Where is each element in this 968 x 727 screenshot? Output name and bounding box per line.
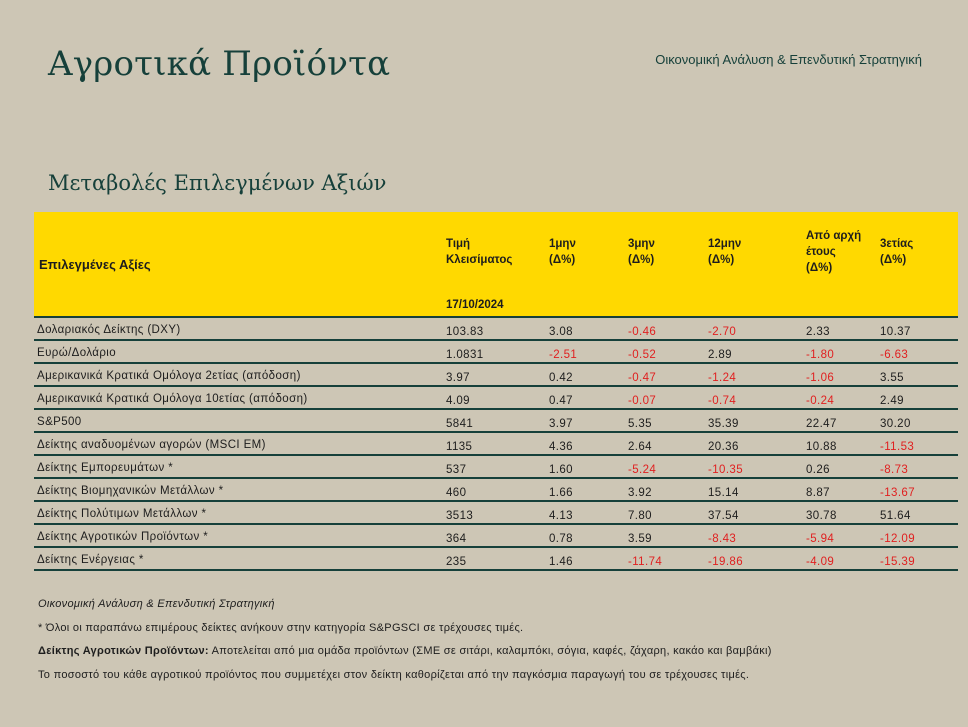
- footer-source: Οικονομική Ανάλυση & Επενδυτική Στρατηγική: [38, 598, 275, 610]
- cell-m3: -0.46: [628, 326, 657, 338]
- cell-ytd: -1.80: [806, 349, 835, 361]
- cell-m12: -0.74: [708, 395, 737, 407]
- column-header-1m-line2: (Δ%): [549, 254, 576, 266]
- cell-m12: -2.70: [708, 326, 737, 338]
- page-title: Αγροτικά Προϊόντα: [48, 44, 391, 84]
- column-header-12m-line1: 12μην: [708, 238, 742, 250]
- cell-m1: 3.97: [549, 418, 573, 430]
- cell-y3: -13.67: [880, 487, 916, 499]
- cell-price: 1.0831: [446, 349, 484, 361]
- cell-y3: 30.20: [880, 418, 911, 430]
- cell-m3: 7.80: [628, 510, 652, 522]
- footer-definition-text: Αποτελείται από μια ομάδα προϊόντων (ΣΜΕ σε σιτάρι, καλαμπόκι, σόγια, καφές, ζάχαρη, κακάο και βαμβάκι): [208, 645, 772, 657]
- column-header-price: [446, 236, 512, 268]
- cell-ytd: 10.88: [806, 441, 837, 453]
- column-header-price-line2: Κλεισίματος: [446, 254, 513, 266]
- cell-ytd: -4.09: [806, 556, 835, 568]
- cell-price: 537: [446, 464, 467, 476]
- cell-ytd: -5.94: [806, 533, 835, 545]
- column-header-ytd-line3: (Δ%): [806, 262, 833, 274]
- cell-m3: 2.64: [628, 441, 652, 453]
- cell-m1: -2.51: [549, 349, 578, 361]
- cell-m3: 3.59: [628, 533, 652, 545]
- cell-m12: 2.89: [708, 349, 732, 361]
- footer-weight-note: Το ποσοστό του κάθε αγροτικού προϊόντος που συμμετέχει στον δείκτη καθορίζεται από την παγκόσμια παραγωγή του σε τρέχουσες τιμές.: [38, 668, 750, 681]
- cell-price: 460: [446, 487, 467, 499]
- footer-definition-label: Δείκτης Αγροτικών Προϊόντων:: [38, 645, 209, 657]
- cell-m12: 15.14: [708, 487, 739, 499]
- cell-price: 4.09: [446, 395, 470, 407]
- column-header-name: Επιλεγμένες Αξίες: [39, 257, 151, 272]
- footer-notes: [38, 598, 772, 692]
- values-table: [34, 212, 958, 571]
- cell-ytd: -1.06: [806, 372, 835, 384]
- cell-ytd: 8.87: [806, 487, 830, 499]
- cell-y3: 10.37: [880, 326, 911, 338]
- cell-m1: 0.42: [549, 372, 573, 384]
- cell-m3: 5.35: [628, 418, 652, 430]
- cell-m1: 1.46: [549, 556, 573, 568]
- cell-m3: 3.92: [628, 487, 652, 499]
- cell-m3: -5.24: [628, 464, 657, 476]
- cell-y3: -8.73: [880, 464, 909, 476]
- cell-name: Αμερικανικά Κρατικά Ομόλογα 10ετίας (απόδοση): [37, 393, 308, 405]
- department-label: Οικονομική Ανάλυση & Επενδυτική Στρατηγική: [655, 52, 922, 67]
- column-header-price-line1: Τιμή: [446, 238, 471, 250]
- section-subtitle: Μεταβολές Επιλεγμένων Αξιών: [48, 171, 387, 195]
- cell-m1: 0.78: [549, 533, 573, 545]
- cell-m1: 1.66: [549, 487, 573, 499]
- table-row: [34, 433, 958, 456]
- cell-name: S&P500: [37, 416, 82, 428]
- cell-m3: -11.74: [628, 556, 663, 568]
- cell-y3: -6.63: [880, 349, 909, 361]
- cell-name: Αμερικανικά Κρατικά Ομόλογα 2ετίας (απόδοση): [37, 370, 301, 382]
- column-header-3y-line1: 3ετίας: [880, 238, 914, 250]
- cell-y3: 3.55: [880, 372, 904, 384]
- cell-price: 1135: [446, 441, 473, 453]
- cell-ytd: 2.33: [806, 326, 830, 338]
- table-header: [34, 212, 958, 318]
- cell-name: Δείκτης αναδυομένων αγορών (MSCI EM): [37, 439, 266, 451]
- cell-m12: -19.86: [708, 556, 744, 568]
- cell-price: 103.83: [446, 326, 484, 338]
- footer-definition: [38, 645, 772, 669]
- cell-price: 3513: [446, 510, 474, 522]
- cell-m12: -1.24: [708, 372, 737, 384]
- column-header-1m: [549, 236, 576, 268]
- cell-name: Δολαριακός Δείκτης (DXY): [37, 324, 181, 336]
- table-row: [34, 456, 958, 479]
- cell-m12: -10.35: [708, 464, 744, 476]
- cell-name: Δείκτης Βιομηχανικών Μετάλλων *: [37, 485, 224, 497]
- table-row: [34, 548, 958, 571]
- cell-m1: 3.08: [549, 326, 573, 338]
- column-header-1m-line1: 1μην: [549, 238, 576, 250]
- cell-m12: 37.54: [708, 510, 739, 522]
- cell-m3: -0.52: [628, 349, 657, 361]
- cell-name: Δείκτης Ενέργειας *: [37, 554, 144, 566]
- cell-m12: -8.43: [708, 533, 737, 545]
- cell-ytd: 0.26: [806, 464, 830, 476]
- cell-name: Δείκτης Εμπορευμάτων *: [37, 462, 174, 474]
- column-header-date: 17/10/2024: [446, 299, 504, 311]
- column-header-3y-line2: (Δ%): [880, 254, 907, 266]
- column-header-ytd-line2: έτους: [806, 246, 836, 258]
- cell-y3: -12.09: [880, 533, 916, 545]
- cell-name: Ευρώ/Δολάριο: [37, 347, 117, 359]
- table-row: [34, 387, 958, 410]
- cell-m1: 4.13: [549, 510, 573, 522]
- column-header-12m-line2: (Δ%): [708, 254, 735, 266]
- cell-ytd: 22.47: [806, 418, 837, 430]
- column-header-3m-line2: (Δ%): [628, 254, 655, 266]
- table-row: [34, 525, 958, 548]
- cell-y3: 51.64: [880, 510, 911, 522]
- cell-y3: -15.39: [880, 556, 916, 568]
- cell-ytd: -0.24: [806, 395, 835, 407]
- cell-price: 364: [446, 533, 467, 545]
- footer-note: * Όλοι οι παραπάνω επιμέρους δείκτες ανήκουν στην κατηγορία S&PGSCI σε τρέχουσες τιμές.: [38, 621, 524, 634]
- cell-m1: 0.47: [549, 395, 573, 407]
- cell-m12: 35.39: [708, 418, 739, 430]
- cell-name: Δείκτης Αγροτικών Προϊόντων *: [37, 531, 209, 543]
- cell-m12: 20.36: [708, 441, 739, 453]
- table-row: [34, 341, 958, 364]
- cell-m1: 1.60: [549, 464, 573, 476]
- cell-m1: 4.36: [549, 441, 573, 453]
- column-header-ytd: [806, 228, 861, 276]
- cell-ytd: 30.78: [806, 510, 837, 522]
- column-header-3m-line1: 3μην: [628, 238, 655, 250]
- table-row: [34, 410, 958, 433]
- table-row: [34, 479, 958, 502]
- table-body: [34, 318, 958, 571]
- cell-name: Δείκτης Πολύτιμων Μετάλλων *: [37, 508, 207, 520]
- cell-m3: -0.07: [628, 395, 657, 407]
- cell-price: 5841: [446, 418, 474, 430]
- table-row: [34, 502, 958, 525]
- column-header-3y: [880, 236, 913, 268]
- column-header-ytd-line1: Από αρχή: [806, 230, 862, 242]
- table-row: [34, 364, 958, 387]
- column-header-12m: [708, 236, 741, 268]
- table-row: [34, 318, 958, 341]
- column-header-3m: [628, 236, 655, 268]
- cell-price: 3.97: [446, 372, 470, 384]
- cell-price: 235: [446, 556, 467, 568]
- cell-y3: 2.49: [880, 395, 904, 407]
- cell-y3: -11.53: [880, 441, 915, 453]
- cell-m3: -0.47: [628, 372, 657, 384]
